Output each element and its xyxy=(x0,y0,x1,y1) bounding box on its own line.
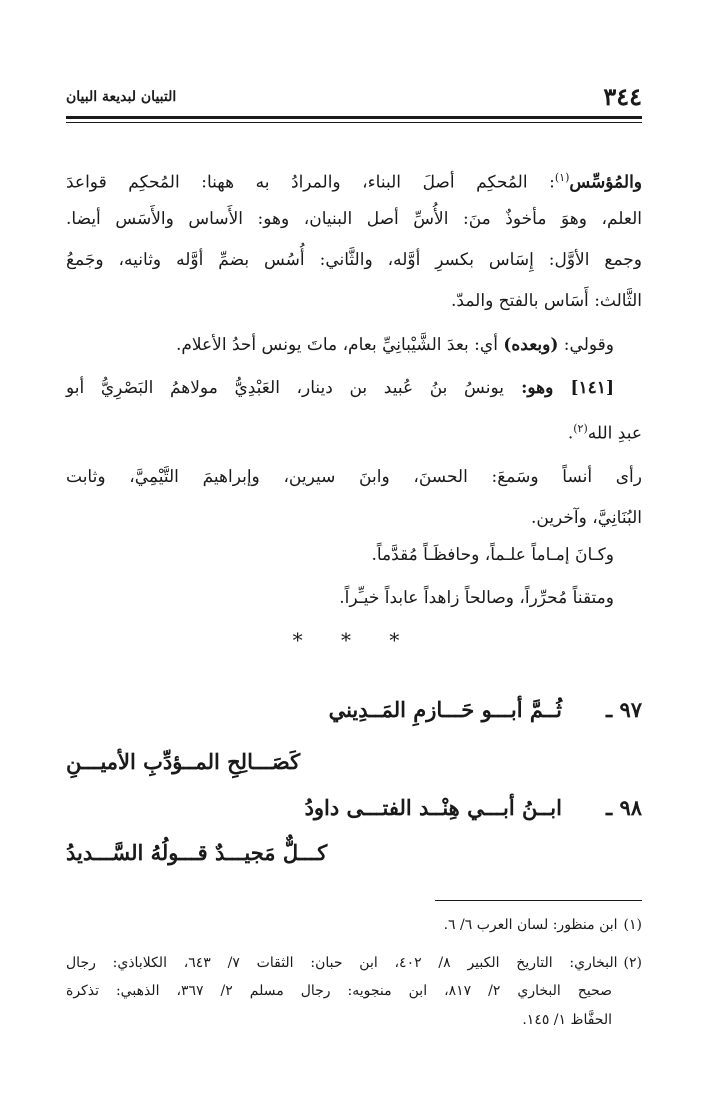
poem-verse-number: ٩٧ ـ xyxy=(605,697,642,722)
verse-line: ومتقناً مُحرِّراً، وصالحاً زاهداً عابداً خيـِّراً. xyxy=(339,588,614,608)
paragraph-text: : المُحكِم أصلَ البناء، والمرادُ به ههنا: المُحكِم قواعدَ xyxy=(66,172,555,193)
verse-line: وكـانَ إمـاماً علـماً، وحافظَـاً مُقدَّماً. xyxy=(371,545,614,565)
paragraph-line xyxy=(568,414,642,449)
paragraph-line: وجمع الأوَّل: إِسَاس بكسرِ أوَّله، والثَّاني: أُسُس بضمِّ أوَّله وثانيه، وجَمعُ xyxy=(66,250,642,270)
paragraph-text: عبدِ الله xyxy=(587,423,642,444)
footnote-line: الحفَّاظ ١/ ١٤٥. xyxy=(522,1012,612,1028)
footnote-ref: (١) xyxy=(554,171,570,184)
page-number: ٣٤٤ xyxy=(603,82,642,111)
entry-number: [١٤١] xyxy=(570,378,614,398)
footnote-line: صحيح البخاري ٢/ ٨١٧، ابن منجويه: رجال مسلم ٢/ ٣٦٧، الذهبي: تذكرة xyxy=(66,983,612,999)
footnote-number: (١) xyxy=(623,917,642,933)
footnote xyxy=(444,912,642,938)
paragraph-line: رأى أنساً وسَمعَ: الحسنَ، وابنَ سيرين، وإبراهيمَ التَّيْمِيَّ، وثابت xyxy=(66,467,642,487)
page-header xyxy=(66,80,642,114)
footnote-text: البخاري: التاريخ الكبير ٨/ ٤٠٢، ابن حبان: الثقات ٧/ ٦٤٣، الكلاباذي: رجال xyxy=(66,955,618,971)
poem-hemistich: كـــلٌّ مَجيـــدٌ قـــولُهُ السَّـــديدُ xyxy=(66,840,328,865)
paragraph-text: وقولي: xyxy=(558,335,614,355)
entry-lead: وهو: xyxy=(503,378,571,398)
footnote xyxy=(66,950,642,976)
paragraph-line xyxy=(66,373,614,403)
footnote-separator xyxy=(435,900,642,901)
paragraph-text: . xyxy=(567,423,574,444)
footnote-ref: (٢) xyxy=(573,422,588,435)
paragraph-text: يونسُ بنُ عُبيد بن دينار، العَبْدِيُّ مولاهمُ البَصْرِيُّ أبو xyxy=(66,378,504,398)
header-rule-thick xyxy=(66,116,642,119)
paragraph-line xyxy=(176,330,614,360)
paragraph-line: الثَّالث: أَسَاس بالفتح والمدّ. xyxy=(451,291,642,311)
running-title: التبيان لبديعة البيان xyxy=(66,89,177,105)
footnote-number: (٢) xyxy=(623,955,643,971)
poem-hemistich: ثُــمَّ أبـــو حَـــازمِ المَــدِيني xyxy=(328,697,562,722)
footnote-text: ابن منظور: لسان العرب ٦/ ٦. xyxy=(443,917,618,933)
paragraph-line xyxy=(66,163,642,198)
section-separator: * * * xyxy=(292,628,416,652)
poem-hemistich: كَصَـــالِحِ المــؤدِّبِ الأميـــنِ xyxy=(66,749,301,774)
quoted-term: (وبعده) xyxy=(503,335,559,355)
poem-verse-number: ٩٨ ـ xyxy=(605,795,642,820)
paragraph-line: البُنَانِيَّ، وآخرين. xyxy=(530,508,642,528)
header-rule-thin xyxy=(66,122,642,123)
poem-hemistich: ابــنُ أبـــي هِنْــد الفتـــى داودُ xyxy=(304,795,562,820)
paragraph-text: أي: بعدَ الشَّيْبانِيِّ بعام، ماتَ يونس أحدُ الأعلام. xyxy=(175,335,504,355)
term-heading: والمُؤسِّس xyxy=(569,172,642,193)
paragraph-line: العلم، وهوَ مأخوذٌ منَ: الأُسِّ أصل البنيان، وهو: الأَساس والأَسَس أيضا. xyxy=(66,209,642,229)
